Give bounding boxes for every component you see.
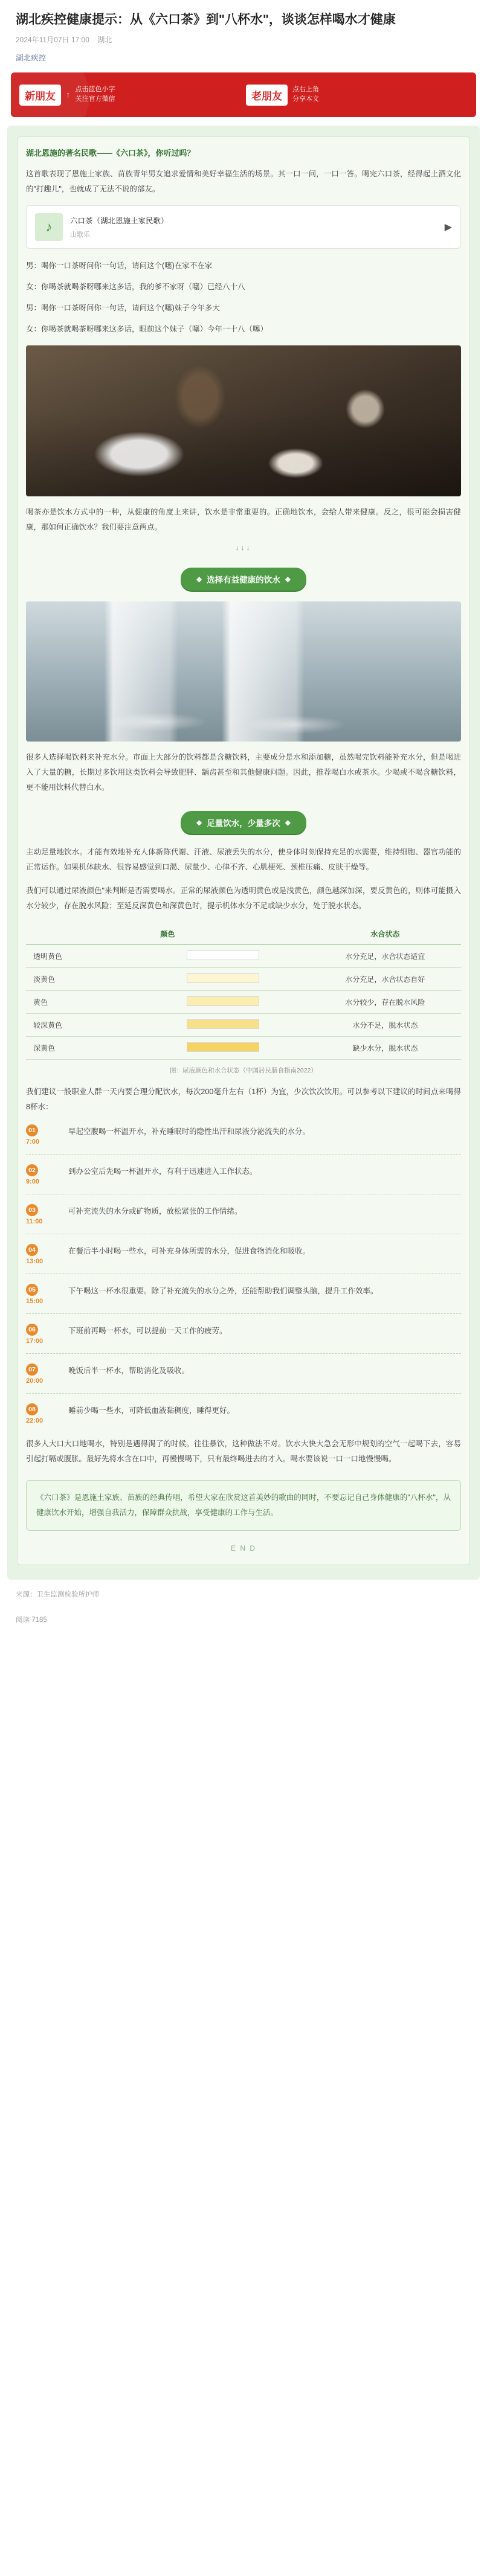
article-footer [0, 1580, 487, 1630]
intro-lead: 湖北恩施的著名民歌——《六口茶》，你听过吗？ [26, 149, 195, 158]
item-text: 可补充流失的水分或矿物质，放松紧张的工作情绪。 [68, 1207, 242, 1216]
diamond-right-icon: ◆ [285, 575, 291, 584]
table-header-color: 颜色 [26, 923, 309, 945]
new-friend-text-line2: 关注官方微信 [75, 95, 115, 103]
item-number: 03 [26, 1204, 38, 1216]
table-row [26, 1037, 461, 1060]
publish-date: 2024年11月07日 17:00 [16, 36, 89, 45]
section-2-paragraph-1: 主动足量地饮水。才能有效地补充人体新陈代谢、汗液、尿液丢失的水分，使身体时刻保持充足的水需要，维持细胞、器官功能的正常运作。如果机体缺水、很容易感觉到口渴、尿量少、心律不齐、心肌梗死、颈椎压痛、皮肤干燥等。 [26, 848, 461, 872]
song-lyrics [26, 258, 461, 337]
item-number: 06 [26, 1324, 38, 1336]
item-number: 08 [26, 1403, 38, 1415]
list-item [26, 1363, 461, 1385]
divider [26, 1313, 461, 1314]
item-number: 04 [26, 1244, 38, 1256]
row-label: 深黄色 [26, 1037, 137, 1060]
table-row [26, 945, 461, 968]
time-badge [26, 1284, 61, 1305]
audio-player[interactable] [26, 205, 461, 249]
follow-banner[interactable] [11, 72, 476, 117]
item-time: 13:00 [26, 1258, 44, 1266]
row-label: 透明黄色 [26, 945, 137, 968]
old-friend-text-line1: 点右上角 [292, 86, 319, 94]
diamond-left-icon: ◆ [196, 575, 202, 584]
item-time: 20:00 [26, 1377, 44, 1385]
item-text: 到办公室后先喝一杯温开水，有利于迅速进入工作状态。 [68, 1167, 257, 1176]
old-friend-tag: 老朋友 [246, 85, 288, 106]
lyric-line: 女：你喝茶就喝茶呀哪来这多话，我的爹不家呀（噻）已经八十八 [26, 283, 245, 292]
music-note-icon: ♪ [35, 213, 63, 241]
item-text: 在餐后半小时喝一些水，可补充身体所需的水分，促进食物消化和吸收。 [68, 1247, 311, 1256]
time-badge [26, 1164, 61, 1185]
row-state: 水分充足，水合状态自好 [309, 968, 461, 991]
item-number: 02 [26, 1164, 38, 1176]
item-number: 01 [26, 1124, 38, 1136]
divider [26, 1353, 461, 1354]
drink-schedule-list [26, 1124, 461, 1424]
list-item [26, 1244, 461, 1265]
item-time: 22:00 [26, 1417, 44, 1425]
drinking-paragraph: 喝茶亦是饮水方式中的一种，从健康的角度上来讲，饮水是非常重要的。正确地饮水，会给人带来健康。反之，很可能会损害健康，那如何正确饮水？我们要注意两点。 [26, 508, 461, 532]
row-label: 黄色 [26, 991, 137, 1014]
list-item [26, 1403, 461, 1424]
row-label: 较深黄色 [26, 1014, 137, 1037]
row-swatch [137, 945, 309, 968]
divider [26, 1154, 461, 1155]
table-header-state: 水合状态 [309, 923, 461, 945]
section-2-title-text: 足量饮水，少量多次 [207, 819, 280, 828]
list-item [26, 1164, 461, 1185]
publish-location: 湖北 [97, 36, 112, 45]
time-badge [26, 1124, 61, 1145]
item-time: 11:00 [26, 1218, 43, 1226]
read-count: 阅读 7185 [16, 1616, 47, 1624]
item-time: 15:00 [26, 1298, 44, 1306]
diamond-left-icon: ◆ [196, 818, 202, 827]
list-item [26, 1324, 461, 1345]
account-name[interactable]: 湖北疾控 [16, 54, 47, 63]
section-2-paragraph-3: 我们建议一般职业人群一天内要合理分配饮水，每次200毫升左右（1杯）为宜，少次饮次饮用。可以参考以下建议的时间点来喝得8杯水： [26, 1088, 461, 1112]
list-item [26, 1124, 461, 1145]
time-badge [26, 1363, 61, 1385]
article-header [0, 0, 487, 69]
end-mark: E N D [230, 1544, 256, 1553]
list-item [26, 1204, 461, 1225]
table-header-row [26, 923, 461, 945]
row-swatch [137, 968, 309, 991]
time-badge [26, 1244, 61, 1265]
new-friend-tag: 新朋友 [19, 85, 61, 106]
lyric-line: 男：喝你一口茶呀问你一句话，请问这个(噻)妹子今年多大 [26, 304, 220, 313]
section-1-title-wrap [26, 568, 461, 591]
item-time: 7:00 [26, 1138, 40, 1146]
row-swatch [137, 1014, 309, 1037]
section-1-title-text: 选择有益健康的饮水 [207, 575, 280, 585]
section-2-title-wrap [26, 811, 461, 834]
list-item [26, 1284, 461, 1305]
lyric-line: 女：你喝茶就喝茶呀哪来这多话，眼前这个妹子（噻）今年一十八（噻） [26, 325, 268, 334]
lyric-line: 男：喝你一口茶呀问你一句话，请问这个(噻)在家不在家 [26, 261, 213, 271]
row-swatch [137, 1037, 309, 1060]
play-icon[interactable]: ▶ [444, 222, 452, 233]
new-friend-text [76, 85, 115, 104]
section-1-paragraph: 很多人选择喝饮料来补充水分。市面上大部分的饮料都是含糖饮料，主要成分是水和添加糖，虽然喝完饮料能补充水分，但是喝进入了大量的糖，长期过多饮用这类饮料会导致肥胖、龋齿甚至和其他健康问题。因此，推荐喝白水或茶水。少喝或不喝含糖饮料，更不能用饮料代替白水。 [26, 753, 461, 792]
closing-paragraph: 很多人大口大口地喝水，特别是遇得渴了的时候。往往暴饮，这种做法不对。饮水大快大急会无形中规划的空气一起喝下去，容易引起打嗝或腹胀。最好先将水含在口中，再慢慢喝下，只有最终喝进去的才入。喝水要该说一口一口地慢慢喝。 [26, 1440, 461, 1464]
row-swatch [137, 991, 309, 1014]
account-row[interactable] [16, 52, 471, 63]
row-state: 缺少水分，脱水状态 [309, 1037, 461, 1060]
row-state: 水分不足，脱水状态 [309, 1014, 461, 1037]
water-glass-photo [26, 601, 461, 742]
section-1-title [181, 568, 306, 591]
time-badge [26, 1204, 61, 1225]
item-time: 9:00 [26, 1178, 40, 1186]
article-meta [16, 34, 471, 45]
down-arrows: ↓↓↓ [235, 543, 252, 553]
item-text: 晚饭后半一杯水，帮助消化及吸收。 [68, 1366, 190, 1376]
item-text: 早起空腹喝一杯温开水，补充睡眠时的隐性出汗和尿液分泌流失的水分。 [68, 1127, 311, 1136]
row-state: 水分充足，水合状态适宜 [309, 945, 461, 968]
audio-meta [70, 216, 434, 239]
row-state: 水分较少，存在脱水风险 [309, 991, 461, 1014]
audio-subtitle: 山歌乐 [70, 231, 90, 239]
intro-paragraph: 这首歌表现了恩施土家族、苗族青年男女追求爱情和美好幸福生活的场景。其一口一问，一口一答。喝完六口茶，经得起土酒文化的"打趣儿"，也就成了无法不说的部友。 [26, 170, 461, 194]
body-card [17, 136, 470, 1565]
audio-title: 六口茶（湖北恩施土家民歌） [70, 217, 169, 226]
item-number: 05 [26, 1284, 38, 1296]
item-text: 下午喝这一杯水很重要。除了补充流失的水分之外，还能帮助我们调整头脑，提升工作效率。 [68, 1287, 378, 1296]
new-friend-text-line1: 点击蓝色小字 [75, 86, 115, 94]
section-2-title [181, 811, 306, 834]
arrow-up-icon: ↑ [66, 89, 71, 100]
table-note: 图：尿液颜色和水合状态（中国居民膳食指南2022） [170, 1067, 317, 1075]
item-number: 07 [26, 1363, 38, 1376]
diamond-right-icon: ◆ [285, 818, 291, 827]
row-label: 淡黄色 [26, 968, 137, 991]
closing-quote: 《六口茶》是恩施土家族、苗族的经典传唱，希望大家在欣赏这首美妙的歌曲的同时，不要忘记自己身体健康的"八杯水"，从健康饮水开始，增强自我活力，保障群众抗战，享受健康的工作与生活。 [26, 1480, 461, 1531]
item-text: 睡前少喝一些水，可降低血液黏稠度，睡得更好。 [68, 1406, 235, 1415]
table-row [26, 1014, 461, 1037]
item-text: 下班前再喝一杯水，可以提前一天工作的疲劳。 [68, 1327, 227, 1336]
article-body [7, 126, 480, 1580]
table-row [26, 968, 461, 991]
item-time: 17:00 [26, 1338, 44, 1345]
banner-new-friends[interactable] [11, 85, 244, 106]
old-friend-text [292, 85, 319, 104]
section-2-paragraph-2: 我们可以通过尿液颜色"来判断是否需要喝水。正常的尿液颜色为透明黄色或是浅黄色，颜色越深加深，要反黄色的，则体可能摄入水分较少，存在脱水风险；至延反深黄色和深黄色时，提示机体水分不足或缺少水分，处于脱水状态。 [26, 886, 461, 911]
urine-color-table [26, 923, 461, 1060]
divider [26, 1393, 461, 1394]
banner-old-friends[interactable] [244, 85, 476, 106]
urine-color-table-wrap [26, 923, 461, 1075]
time-badge [26, 1324, 61, 1345]
time-badge [26, 1403, 61, 1424]
table-row [26, 991, 461, 1014]
page-title: 湖北疾控健康提示：从《六口茶》到"八杯水"，谈谈怎样喝水才健康 [16, 13, 396, 27]
tea-photo [26, 345, 461, 496]
old-friend-text-line2: 分享本文 [292, 95, 319, 103]
source-text: 来源：卫生监测检验所护师 [16, 1591, 99, 1599]
